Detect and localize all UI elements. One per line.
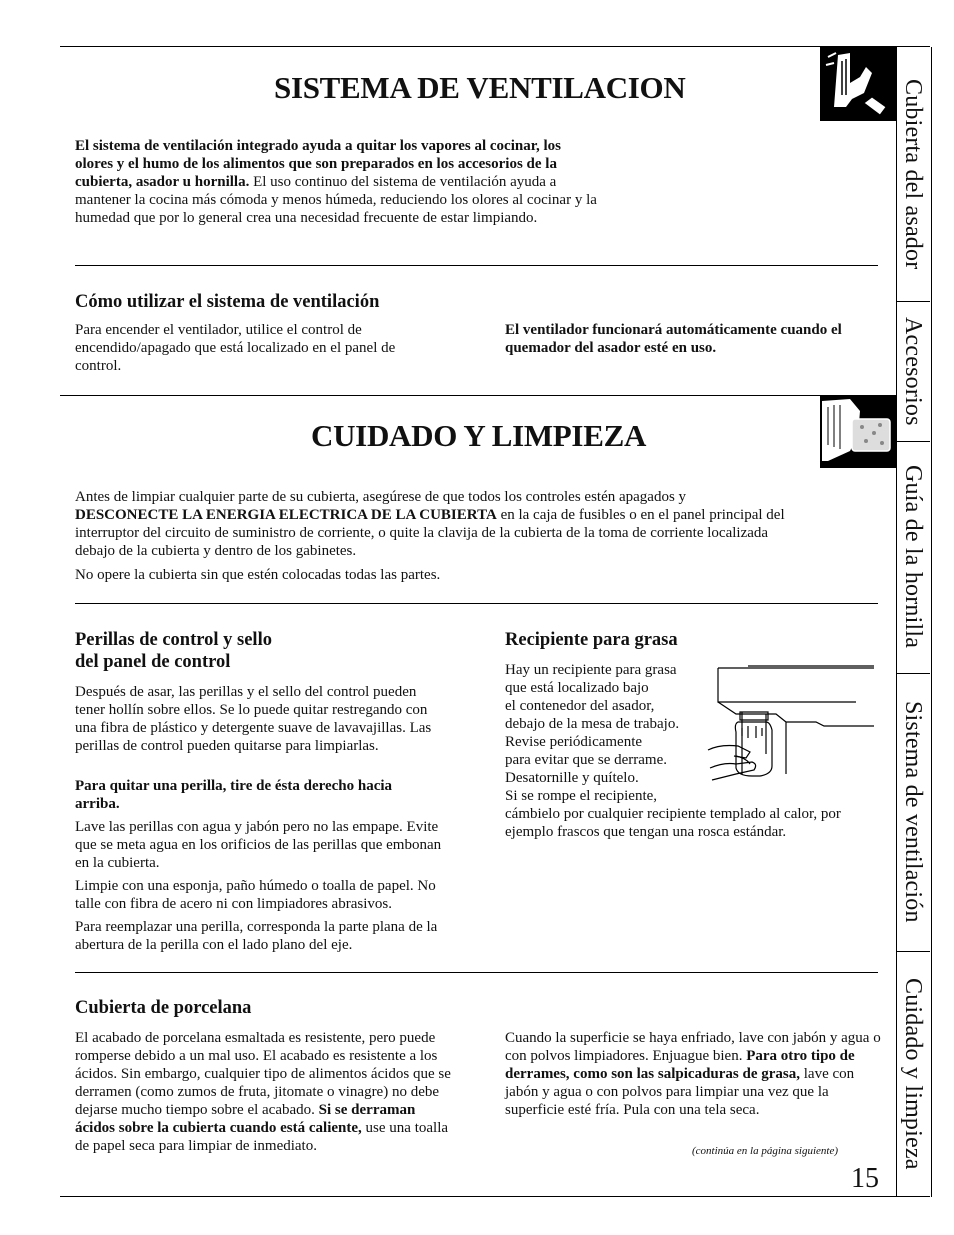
page-number: 15 bbox=[851, 1163, 879, 1194]
porcelana-heading: Cubierta de porcelana bbox=[75, 998, 252, 1018]
section-title-ventilacion: SISTEMA DE VENTILACION bbox=[274, 70, 686, 105]
limpieza-intro: Antes de limpiar cualquier parte de su cubierta, asegúrese de que todos los controles estén apagados y DESCONECTE LA ENERGIA ELECTRICA DE LA CUBIERTA en la caja de fusibles o en el panel principal del interruptor del circuito de suministro de corriente, o quite la clavija de la cubierta de la toma de corriente localizada debajo de la cubierta y dentro de los gabinetes. bbox=[75, 489, 785, 559]
sponge-hand-icon bbox=[820, 395, 896, 468]
recipiente-heading: Recipiente para grasa bbox=[505, 630, 678, 650]
porcelana-text-2: Cuando la superficie se haya enfriado, lave con jabón y agua o con polvos limpiadores. Enjuague bien. Para otro tipo de derrames, como son las salpicaduras de grasa, lave con jabón y agua o con polvos para limpiar una vez que la superficie esté fría. Pula con una tela seca. bbox=[505, 1030, 881, 1118]
top-rule bbox=[60, 46, 930, 47]
perillas-text-3: Limpie con una esponja, paño húmedo o toalla de papel. No talle con fibra de acero ni con limpiadores abrasivos. bbox=[75, 878, 436, 912]
section-title-limpieza: CUIDADO Y LIMPIEZA bbox=[311, 418, 647, 453]
como-utilizar-heading: Cómo utilizar el sistema de ventilación bbox=[75, 292, 380, 312]
grease-jar-illustration bbox=[706, 664, 878, 794]
perillas-text-1: Después de asar, las perillas y el sello del control pueden tener hollín sobre ellos. Se lo puede quitar restregando con una fibra de plástico y detergente suave de lavavajillas. Las perillas de control pueden quitarse para limpiarlas. bbox=[75, 684, 432, 754]
perillas-heading: Perillas de control y sello del panel de control bbox=[75, 630, 272, 672]
como-utilizar-text: Para encender el ventilador, utilice el control de encendido/apagado que está localizado en el panel de control. bbox=[75, 322, 396, 374]
recipiente-text-rest: cámbielo por cualquier recipiente templado al calor, por ejemplo frascos que tengan una rosca estándar. bbox=[505, 806, 841, 840]
tab-guia-de-la-hornilla[interactable]: Guía de la hornilla bbox=[896, 441, 930, 674]
section-divider bbox=[60, 395, 896, 396]
tab-sistema-de-ventilacion[interactable]: Sistema de ventilación bbox=[896, 673, 930, 952]
perillas-bold-note: Para quitar una perilla, tire de ésta derecho hacia arriba. bbox=[75, 778, 393, 812]
limpieza-intro-2: No opere la cubierta sin que estén colocadas todas las partes. bbox=[75, 567, 441, 583]
recipiente-text: Hay un recipiente para grasa que está localizado bajo el contenedor del asador, debajo de la mesa de trabajo. Revise periódicamente para evitar que se derrame. Desatornille y quítelo. Si se rompe el recipiente, bbox=[505, 662, 680, 804]
tab-accesorios[interactable]: Accesorios bbox=[896, 301, 930, 442]
perillas-text-2: Lave las perillas con agua y jabón pero no las empape. Evite que se meta agua en los orificios de las perillas que embonan en la cubierta. bbox=[75, 819, 442, 871]
perillas-text-4: Para reemplazar una perilla, corresponda la parte plana de la abertura de la perilla con el lado plano del eje. bbox=[75, 919, 438, 953]
ventilacion-intro: El sistema de ventilación integrado ayuda a quitar los vapores al cocinar, los olores y el humo de los alimentos que son preparados en los accesorios de la cubierta, asador u hornilla. El uso continuo del sistema de ventilación ayuda a mantener la cocina más cómoda y menos húmeda, reduciendo los olores al cocinar y la humedad que por lo general crea una necesidad frecuente de estar limpiando. bbox=[75, 138, 597, 226]
divider bbox=[75, 603, 878, 604]
hand-button-icon bbox=[820, 47, 896, 121]
bottom-rule bbox=[60, 1196, 930, 1197]
ventilador-note: El ventilador funcionará automáticamente cuando el quemador del asador esté en uso. bbox=[505, 322, 842, 356]
tab-cuidado-y-limpieza[interactable]: Cuidado y limpieza bbox=[900, 978, 926, 1170]
section-tabs bbox=[896, 47, 930, 1197]
continued-note: (continúa en la página siguiente) bbox=[692, 1145, 839, 1157]
divider bbox=[75, 265, 878, 266]
tab-cubierta-del-asador[interactable]: Cubierta del asador bbox=[896, 47, 930, 302]
porcelana-text-1: El acabado de porcelana esmaltada es resistente, pero puede romperse debido a un mal uso. El acabado es resistente a los ácidos. Sin embargo, cualquier tipo de alimentos ácidos que se derramen (como zumos de fruta, jitomate o vinagre) no debe dejarse mucho tiempo sobre el acabado. Si se derraman ácidos sobre la cubierta cuando está caliente, use una toalla de papel seca para limpiar de inmediato. bbox=[75, 1030, 451, 1154]
divider bbox=[75, 972, 878, 973]
